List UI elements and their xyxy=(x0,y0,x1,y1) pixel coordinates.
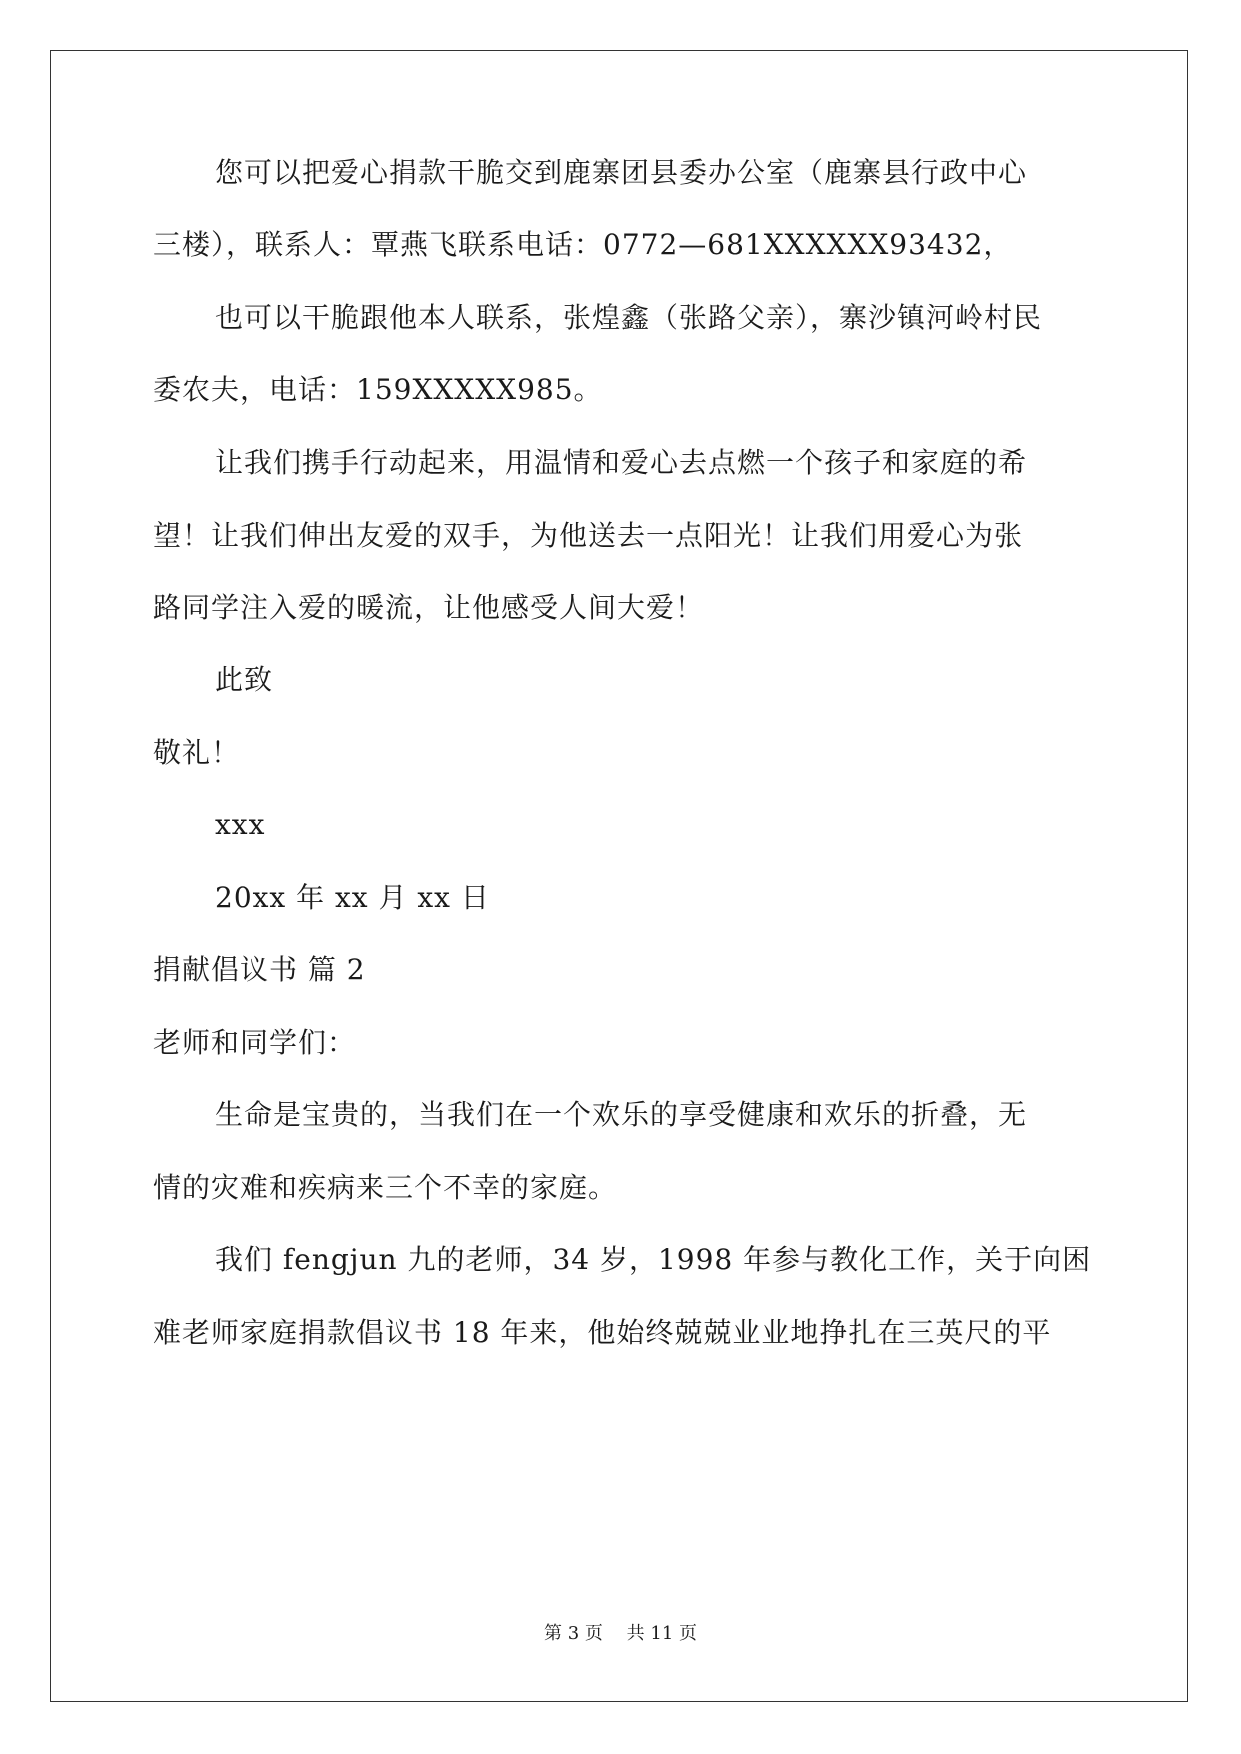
paragraph-line: 也可以干脆跟他本人联系，张煌鑫（张路父亲），寨沙镇河岭村民 xyxy=(215,301,1043,334)
paragraph-line: 三楼），联系人：覃燕飞联系电话：0772—681XXXXXX93432， xyxy=(153,228,1013,261)
page-total: 共 11 页 xyxy=(626,1623,697,1644)
paragraph-line: 生命是宝贵的，当我们在一个欢乐的享受健康和欢乐的折叠，无 xyxy=(215,1098,1028,1131)
closing-regards: 敬礼！ xyxy=(153,736,241,769)
page-number: 第 3 页 xyxy=(544,1623,603,1644)
page-footer xyxy=(0,1622,1241,1646)
paragraph-line: 路同学注入爱的暖流，让他感受人间大爱！ xyxy=(153,591,705,624)
paragraph-line: 情的灾难和疾病来三个不幸的家庭。 xyxy=(153,1171,618,1204)
paragraph-line: 难老师家庭捐款倡议书 18 年来，他始终兢兢业业地挣扎在三英尺的平 xyxy=(153,1316,1052,1349)
paragraph-line: 望！让我们伸出友爱的双手，为他送去一点阳光！让我们用爱心为张 xyxy=(153,519,1024,552)
paragraph-line: 委农夫，电话：159XXXXX985。 xyxy=(153,373,603,406)
date-line: 20xx 年 xx 月 xx 日 xyxy=(215,881,490,914)
paragraph-line: 让我们携手行动起来，用温情和爱心去点燃一个孩子和家庭的希 xyxy=(215,446,1028,479)
paragraph-line: 我们 fengjun 九的老师，34 岁，1998 年参与教化工作，关于向困 xyxy=(215,1243,1092,1276)
closing-salutation: 此致 xyxy=(215,663,274,696)
signature: xxx xyxy=(215,808,266,841)
paragraph-line: 您可以把爱心捐款干脆交到鹿寨团县委办公室（鹿寨县行政中心 xyxy=(215,156,1028,189)
greeting: 老师和同学们： xyxy=(153,1026,357,1059)
section-heading: 捐献倡议书 篇 2 xyxy=(153,953,366,986)
